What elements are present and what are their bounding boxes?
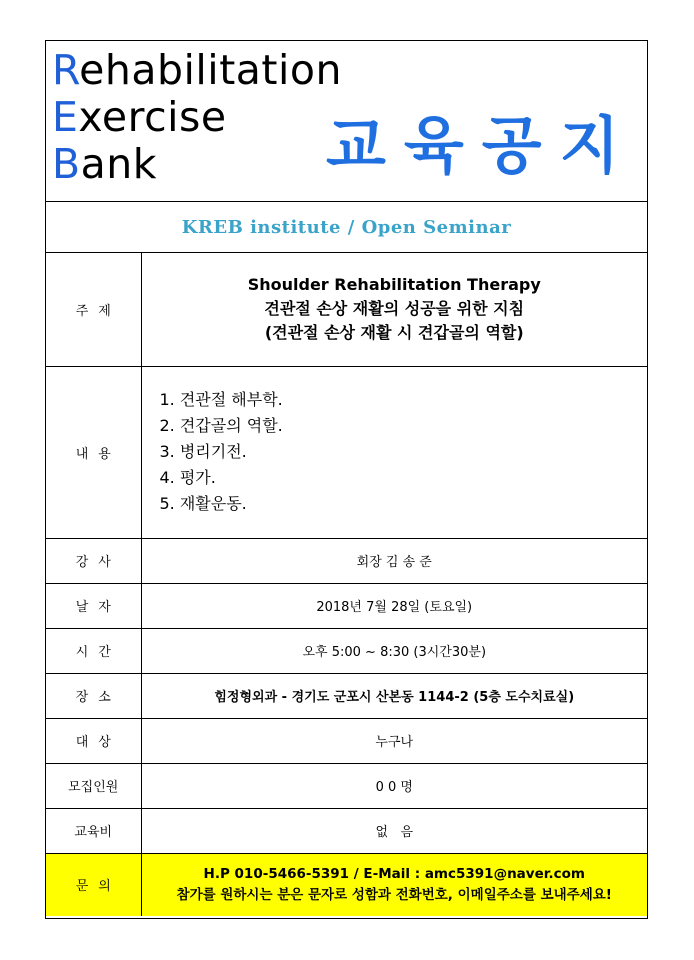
label-lecturer: 강사: [46, 538, 141, 583]
place-value: 힘정형외과 - 경기도 군포시 산본동 1144-2 (5층 도수치료실): [141, 673, 647, 718]
label-fee: 교육비: [46, 808, 141, 853]
label-date: 날자: [46, 583, 141, 628]
label-time: 시간: [46, 628, 141, 673]
row-lecturer: [46, 538, 647, 583]
content-item: 4. 평가.: [159, 468, 216, 487]
reb-logo: [52, 47, 342, 188]
logo-line-2: Exercise: [52, 93, 227, 141]
time-value: 오후 5:00 ~ 8:30 (3시간30분): [141, 628, 647, 673]
content-value: [141, 366, 647, 538]
notice-sheet: [45, 40, 648, 919]
content-list: [142, 387, 648, 517]
seminar-subheading: KREB institute / Open Seminar: [46, 202, 647, 253]
contact-line-phone-email: H.P 010-5466-5391 / E-Mail : amc5391@naver.com: [203, 865, 585, 882]
logo-line-1: Rehabilitation: [52, 46, 342, 94]
date-value: 2018년 7월 28일 (토요일): [141, 583, 647, 628]
row-fee: [46, 808, 647, 853]
row-topic: [46, 253, 647, 366]
target-value: 누구나: [141, 718, 647, 763]
label-topic: 주제: [46, 253, 141, 366]
row-capacity: [46, 763, 647, 808]
row-time: [46, 628, 647, 673]
content-item: 3. 병리기전.: [159, 442, 247, 461]
row-date: [46, 583, 647, 628]
topic-line-2: 견관절 손상 재활의 성공을 위한 지침: [264, 299, 525, 319]
header: [46, 41, 647, 202]
topic-value: [141, 253, 647, 366]
label-contact: 문의: [46, 853, 141, 916]
label-target: 대상: [46, 718, 141, 763]
row-place: [46, 673, 647, 718]
label-capacity: 모집인원: [46, 763, 141, 808]
topic-line-3: (견관절 손상 재활 시 견갑골의 역할): [264, 323, 524, 343]
row-contact: [46, 853, 647, 916]
notice-title: 교육공지: [326, 109, 638, 182]
seminar-info-table: [46, 253, 647, 916]
row-content: [46, 366, 647, 538]
topic-line-1: Shoulder Rehabilitation Therapy: [247, 275, 541, 295]
capacity-value: 0 0 명: [141, 763, 647, 808]
content-item: 1. 견관절 해부학.: [159, 390, 283, 409]
logo-line-3: Bank: [52, 140, 157, 188]
lecturer-value: 회장 김 송 준: [141, 538, 647, 583]
label-place: 장소: [46, 673, 141, 718]
contact-value: [141, 853, 647, 916]
contact-line-instructions: 참가를 원하시는 분은 문자로 성함과 전화번호, 이메일주소를 보내주세요!: [176, 886, 612, 903]
content-item: 5. 재활운동.: [159, 494, 247, 513]
fee-value: 없 음: [141, 808, 647, 853]
row-target: [46, 718, 647, 763]
label-content: 내용: [46, 366, 141, 538]
content-item: 2. 견갑골의 역할.: [159, 416, 283, 435]
